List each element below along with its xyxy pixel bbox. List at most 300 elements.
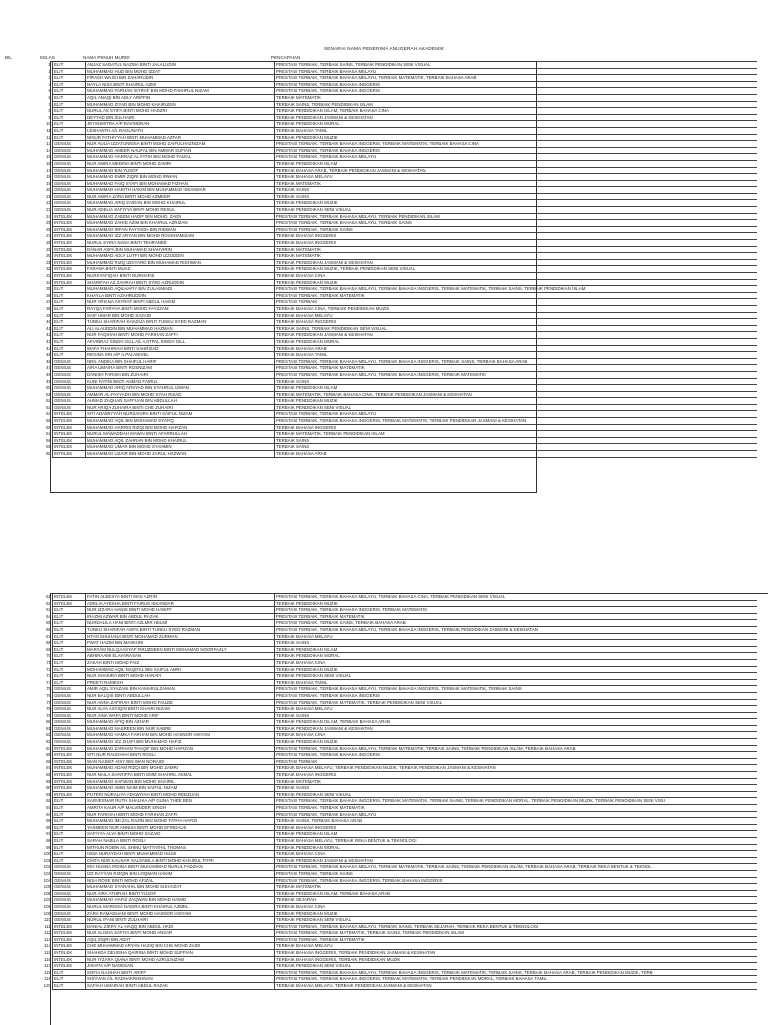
table-row — [38, 404, 757, 411]
row-pencapaian: PRESTASI TERBAIK, TERBAIK BAHASA MELAYU, TERBAIK BAHASA INGGERIS, TERBAIK SAINS, TERBAIK BAHASA ARAB — [275, 358, 758, 365]
row-number: 46 — [46, 358, 51, 364]
table-row — [38, 706, 757, 713]
row-pencapaian: TERBAIK MATEMATIK — [275, 180, 758, 187]
row-pencapaian: PRESTASI TERBAIK, TERBAIK BAHASA MELAYU, TERBAIK SAINS, TERBAIK SEJARAH, TERBAIK REKA BENTUK & TEKNOLOGI — [275, 923, 758, 930]
row-pencapaian: TERBAIK PENDIDIKAN MUZIK — [275, 279, 758, 286]
table-row — [38, 837, 757, 844]
row-kelas: INTELEK — [53, 752, 86, 759]
row-number: 68 — [46, 640, 51, 646]
table-row — [38, 653, 757, 660]
table-row — [38, 167, 757, 174]
row-number: 85 — [46, 752, 51, 758]
row-nama: FARANA BINTI MUAZ — [86, 266, 275, 273]
row-nama: SAFIYYA ALYA BINTI MOHD SAZAID — [86, 831, 275, 838]
row-kelas: ELIT — [53, 969, 86, 976]
row-nama: MUHAMMAD HAFIZ ZAQWAN BIN MOHD HAMID — [86, 897, 275, 904]
row-number: 8 — [48, 108, 51, 114]
row-kelas: INTELEK — [53, 431, 86, 438]
row-nama: WAFA THAHIRAH BINTI SAHRIZAD — [86, 345, 275, 352]
row-number: 86 — [46, 758, 51, 764]
row-nama: KUNI FATINI BINTI AHMAD FAIRUL — [86, 378, 275, 385]
row-pencapaian: PRESTASI TERBAIK, TERBAIK MATEMATIK — [275, 365, 758, 372]
row-number: 47 — [46, 365, 51, 371]
table-row — [38, 180, 757, 187]
row-kelas: ELIT — [53, 127, 86, 134]
row-pencapaian: TERBAIK BAHASA INGGERIS — [275, 424, 758, 431]
row-nama: NUR ALISHA SAFIYA BINTI MOHD ANSAR — [86, 930, 275, 937]
row-kelas: INTELEK — [53, 220, 86, 227]
row-number: 82 — [46, 732, 51, 738]
table-row — [38, 884, 757, 891]
row-pencapaian: PRESTASI TERBAIK, TERBAIK MATEMATIK — [275, 613, 758, 620]
row-pencapaian: PRESTASI TERBAIK, TERBAIK BAHASA MELAYU, TERBAIK MATEMATIK, TERBAIK SAINS, TERBAIK PENDIDIKAN ISLAM, TERBAIK BAHASA ARAB — [275, 745, 758, 752]
table-row — [38, 444, 757, 451]
row-kelas: INTELEK — [53, 444, 86, 451]
row-nama: REGINA SRI A/P A.PALANIVEL — [86, 352, 275, 359]
table-row — [38, 62, 757, 69]
row-number: 13 — [46, 141, 51, 147]
table-row — [38, 659, 757, 666]
row-pencapaian: PRESTASI TERBAIK, TERBAIK BAHASA INGGERIS, TERBAIK MATEMATIK, TERBAIK PENDIDIKAN JASMANI & KESIHATAN — [275, 418, 758, 425]
row-number: 61 — [46, 594, 51, 599]
row-pencapaian: TERBAIK BAHASA INGGERIS — [275, 240, 758, 247]
row-nama: NRIL ANDIKA BIN SHAIFUL HARIF — [86, 358, 275, 365]
table-row — [38, 923, 757, 930]
row-number: 95 — [46, 818, 51, 824]
row-kelas: INTELEK — [53, 437, 86, 444]
row-number: 2 — [48, 68, 51, 74]
row-nama: DEYYAD BIN ZULHAIRI — [86, 114, 275, 121]
row-number: 32 — [46, 266, 51, 272]
row-number: 59 — [46, 444, 51, 450]
row-pencapaian: TERBAIK BAHASA CINA — [275, 273, 758, 280]
row-kelas: INTELEK — [53, 273, 86, 280]
row-pencapaian: TERBAIK BAHASA INGGERIS — [275, 319, 758, 326]
row-kelas: INTELEK — [53, 956, 86, 963]
table-row — [38, 259, 757, 266]
row-nama: NURUL AS SYIFA BINTI MOHD HADZRI — [86, 108, 275, 115]
row-nama: NUR ALYA ASYIQIN BINTI KHAIRI NIZAM — [86, 706, 275, 713]
row-number: 72 — [46, 666, 51, 672]
row-kelas: GENIUS — [53, 732, 86, 739]
row-nama: FWAT HAZIM BIN MASKURI — [86, 640, 275, 647]
row-nama: SAIF UMAR BIN MOHD SAZAID — [86, 312, 275, 319]
row-nama: ZAKAH BINTI MOHD FAIZ — [86, 659, 275, 666]
row-number: 33 — [46, 273, 51, 278]
row-nama: SHIVVAN A/L RADHAKRISHNAN — [86, 976, 275, 983]
row-number: 118 — [44, 969, 51, 975]
row-kelas: INTELEK — [53, 930, 86, 937]
table-row — [38, 798, 757, 805]
row-number: 119 — [44, 976, 51, 982]
table-row — [38, 594, 757, 601]
row-number: 99 — [46, 844, 51, 850]
row-nama: SHAHIDA DEUISHA QAIRINA BINTI MOHD SUFFIAN — [86, 950, 275, 957]
row-nama: MUHAMMAD UMAR BIN MOHD SYAHMIN — [86, 444, 275, 451]
table-row — [38, 613, 757, 620]
row-number: 24 — [46, 213, 51, 219]
table-row — [38, 956, 757, 963]
table-row — [38, 358, 757, 365]
row-pencapaian: TERBAIK MATEMATIK, TERBAIK PENDIDIKAN ISLAM — [275, 431, 758, 438]
row-nama: DANAR ASFA BIN MUHAMAD SHAHVIRIN — [86, 246, 275, 253]
row-number: 94 — [46, 811, 51, 817]
row-number: 113 — [44, 936, 51, 942]
table-row — [38, 286, 757, 293]
row-nama: TUNKU SHARIFAH KHADIJA BINTI TUNKU SYED RAZMAN — [86, 319, 275, 326]
row-kelas: ELIT — [53, 338, 86, 345]
row-number: 52 — [46, 398, 51, 404]
table-row — [38, 897, 757, 904]
row-kelas: INTELEK — [53, 411, 86, 418]
row-pencapaian: PRESTASI TERBAIK, TERBAIK BAHASA INGGERIS, TERBAIK MATEMATIK, TERBAIK BAHASA CINA — [275, 141, 758, 148]
row-nama: FIRASH WAJDI BIN ZAHARUDIN — [86, 75, 275, 82]
table-row — [38, 352, 757, 359]
row-kelas: INTELEK — [53, 266, 86, 273]
row-kelas: ELIT — [53, 633, 86, 640]
table-row — [38, 903, 757, 910]
row-nama: MUHAMMAD ZAHID AZIM BIN KHAIRUL AZRIZAN — [86, 220, 275, 227]
row-nama: AMMAR AL-FAYYADH BIN MOHD SYAH RIZAD — [86, 391, 275, 398]
row-kelas: ELIT — [53, 673, 86, 680]
table-row — [38, 752, 757, 759]
row-kelas: GENIUS — [53, 174, 86, 181]
row-pencapaian: TERBAIK PENDIDIKAN MUZIK — [275, 666, 758, 673]
row-number: 60 — [46, 451, 51, 457]
row-pencapaian: PRESTASI TERBAIK, TERBAIK BAHASA MELAYU — [275, 68, 758, 75]
table-row — [38, 851, 757, 858]
row-kelas: ELIT — [53, 299, 86, 306]
row-pencapaian: TERBAIK BAHASA INGGERIS — [275, 824, 758, 831]
row-kelas: ELIT — [53, 286, 86, 293]
row-nama: NURSYAFIQAH BINTI NURHAFIS — [86, 273, 275, 280]
row-pencapaian: TERBAIK BAHASA INGGERIS, TERBAIK PENDIDIKAN JASMANI & KESIHATAN — [275, 950, 758, 957]
table-row — [38, 864, 757, 871]
row-kelas: INTELEK — [53, 600, 86, 607]
row-kelas: INTELEK — [53, 758, 86, 765]
row-kelas: ELIT — [53, 818, 86, 825]
table-row — [38, 391, 757, 398]
row-pencapaian: TERBAIK BAHASA TAMIL — [275, 352, 758, 359]
row-nama: RAYQA FARYHA BINTI MOHD FAYZZAM — [86, 305, 275, 312]
row-pencapaian: TERBAIK SAINS — [275, 193, 758, 200]
table-row — [38, 240, 757, 247]
row-pencapaian: TERBAIK MATEMATIK — [275, 253, 758, 260]
row-nama: NUR SHAKIRA BINTI MOHD HANAFI — [86, 673, 275, 680]
row-nama: IZZ RAYYAN RIZQIN BIN LOQMAN HAKIM — [86, 870, 275, 877]
table-row — [38, 253, 757, 260]
table-row — [38, 193, 757, 200]
row-kelas: GENIUS — [53, 884, 86, 891]
table-row — [38, 633, 757, 640]
row-nama: MUHAMMAD HAMKA FARHAN BIN MOHD HASNOR HISYAM — [86, 732, 275, 739]
row-number: 9 — [48, 114, 51, 120]
table-row — [38, 877, 757, 884]
row-nama: SAFIAH UMAIRAH BINTI ABDUL RAZAK — [86, 983, 275, 990]
row-kelas: GENIUS — [53, 187, 86, 194]
row-pencapaian: PRESTASI TERBAIK, TERBAIK SAINS, TERBAIK BAHASA ARAB — [275, 620, 758, 627]
table-row — [38, 299, 757, 306]
row-nama: MUHAMMAD AQIL BIN MOHAMAD SYAFIQ — [86, 418, 275, 425]
row-pencapaian: TERBAIK PENDIDIKAN JASMANI & KESIHATAN — [275, 332, 758, 339]
table-row — [38, 305, 757, 312]
row-number: 20 — [46, 187, 51, 193]
table-row — [38, 345, 757, 352]
table-row — [38, 68, 757, 75]
row-pencapaian: PRESTASI TERBAIK, TERBAIK MATEMATIK — [275, 292, 758, 299]
row-nama: MUHAMMAD ADLY LUTFI BIN MOHD IZZUDDIN — [86, 253, 275, 260]
table-row — [38, 94, 757, 101]
row-pencapaian: TERBAIK BAHASA TAMIL — [275, 127, 758, 134]
table-row — [38, 963, 757, 970]
row-pencapaian: PRESTASI TERBAIK, TERBAIK BAHASA MELAYU — [275, 411, 758, 418]
row-number: 41 — [46, 325, 51, 331]
row-number: 77 — [46, 699, 51, 705]
row-nama: NUR ARIANA ASYRAF BINTI ABDUL HAKIM — [86, 299, 275, 306]
row-kelas: INTELEK — [53, 240, 86, 247]
row-nama: MUHAMMAD HUD BIN MOHD IZZAT — [86, 68, 275, 75]
row-number: 112 — [44, 930, 51, 936]
row-number: 25 — [46, 220, 51, 226]
row-kelas: ELIT — [53, 659, 86, 666]
row-nama: ISMA NURAYDAH BINTI MUHAMMAD HILMI — [86, 851, 275, 858]
table-row — [38, 246, 757, 253]
row-pencapaian: TERBAIK SAINS — [275, 444, 758, 451]
award-table-body-2 — [38, 594, 757, 990]
row-nama: FATIN ALEESYA BINTI MAS AZRIN — [86, 594, 275, 601]
row-number: 93 — [46, 805, 51, 810]
row-kelas: ELIT — [53, 983, 86, 990]
row-number: 36 — [46, 292, 51, 298]
row-nama: MUHAMMAD IZZ ZHAFI BIN MUHAMAD HAFIZ — [86, 739, 275, 746]
row-nama: NURUL MAWADDAH MAWAI BINTI AFARRULLAH — [86, 431, 275, 438]
row-nama: AQIL ZIQRI BIN AIDIT — [86, 936, 275, 943]
table-row — [38, 114, 757, 121]
table-row — [38, 910, 757, 917]
table-row — [38, 772, 757, 779]
row-number: 97 — [46, 831, 51, 837]
row-pencapaian: TERBAIK PENDIDIKAN ISLAM — [275, 385, 758, 392]
row-kelas: GENIUS — [53, 398, 86, 405]
row-number: 120 — [43, 983, 51, 989]
row-pencapaian: TERBAIK SEJARAH — [275, 897, 758, 904]
row-pencapaian: PRESTASI TERBAIK, TERBAIK MATEMATIK — [275, 936, 758, 943]
table-row — [38, 692, 757, 699]
row-number: 67 — [46, 633, 51, 639]
row-kelas: ELIT — [53, 666, 86, 673]
row-nama: MUHAMMAD NASREEN BIN NUR SABRE — [86, 725, 275, 732]
row-pencapaian: PRESTASI TERBAIK, TERBAIK BAHASA MELAYU, TERBAIK MATEMATIK, TERBAIK BAHASA ARAB — [275, 75, 758, 82]
table-row — [38, 273, 757, 280]
row-nama: MUHAMMAD IRFAN FAYYADH BIN RIDWAN — [86, 226, 275, 233]
table-row — [38, 88, 757, 95]
row-pencapaian: PRESTASI TERBAIK, TERBAIK BAHASA INGGERIS, TERBAIK MATEMATIK — [275, 607, 758, 614]
row-pencapaian: PRESTASI TERBAIK, TERBAIK MATEMATIK, TERBAIK PENDIDIKAN SENI VISUAL — [275, 699, 758, 706]
row-pencapaian: TERBAIK BAHASA CINA — [275, 903, 758, 910]
row-number: 84 — [46, 745, 51, 751]
row-number: 38 — [46, 305, 51, 311]
row-nama: SARAH NABILA BINTI ROSLI — [86, 837, 275, 844]
table-row — [38, 600, 757, 607]
row-kelas: GENIUS — [53, 154, 86, 161]
row-number: 50 — [46, 385, 51, 391]
row-kelas: ELIT — [53, 312, 86, 319]
row-nama: NUR FARIHAH BINTI MOHD FARIHAN ZAFFI — [86, 811, 275, 818]
row-pencapaian: TERBAIK PENDIDIKAN MUZIK — [275, 910, 758, 917]
table-row — [38, 679, 757, 686]
row-nama: IRAZMI AZWAR BIN ABDUL RAZAK — [86, 613, 275, 620]
row-number: 108 — [43, 903, 51, 909]
row-pencapaian: TERBAIK PENDIDIKAN MUZIK — [275, 398, 758, 405]
table-row — [38, 765, 757, 772]
table-row — [38, 976, 757, 983]
row-kelas: ELIT — [53, 68, 86, 75]
row-number: 101 — [43, 857, 51, 863]
row-pencapaian: TERBAIK PENDIDIKAN MUZIK — [275, 200, 758, 207]
table-row — [38, 699, 757, 706]
row-nama: MUHAMMAD IZZ ARYAN BIN MOHD ROSSHAMIZAM — [86, 233, 275, 240]
row-kelas: GENIUS — [53, 686, 86, 693]
row-pencapaian: TERBAIK PENDIDIKAN MORAL — [275, 121, 758, 128]
table-row — [38, 200, 757, 207]
row-number: 83 — [46, 739, 51, 745]
table-row — [38, 134, 757, 141]
row-nama: AIRA UMAIRA BINTI ROSNIZAM — [86, 365, 275, 372]
row-pencapaian: TERBAIK BAHASA ARAB — [275, 451, 758, 458]
table-row — [38, 147, 757, 154]
row-pencapaian: PRESTASI TERBAIK, TERBAIK BAHASA INGGERIS, TERBAIK MATEMATIK, TERBAIK SAINS, TERBAIK PENDIDIKAN MORAL, TERBAIK PENDIDIKAN MUZIK, TERBAIK PENDIDIKAN SENI VISU — [275, 798, 758, 805]
row-number: 51 — [46, 391, 51, 397]
row-pencapaian: PRESTASI TERBAIK, TERBAIK BAHASA MELAYU, TERBAIK BAHASA CINA, TERBAIK PENDIDIKAN SENI VISUAL — [275, 594, 758, 601]
row-pencapaian: TERBAIK BAHASA INGGERIS — [275, 772, 758, 779]
table-row — [38, 791, 757, 798]
table-row — [38, 943, 757, 950]
row-pencapaian: TERBAIK BAHASA MELAYU — [275, 943, 758, 950]
row-pencapaian: TERBAIK SAINS — [275, 640, 758, 647]
row-pencapaian: TERBAIK PENDIDIKAN ISLAM — [275, 646, 758, 653]
table-row — [38, 226, 757, 233]
row-nama: MUHAMMAD FAIQ SYAFI BIN MOHAMAD FIZHAN — [86, 180, 275, 187]
row-number: 40 — [46, 319, 51, 325]
table-row — [38, 385, 757, 392]
row-kelas: GENIUS — [53, 864, 86, 871]
row-nama: NURDALILA HANI BINTI AZLMIR HELMI — [86, 620, 275, 627]
table-row — [38, 626, 757, 633]
row-kelas: INTELEK — [53, 213, 86, 220]
row-pencapaian: TERBAIK PENDIDIKAN MORAL — [275, 338, 758, 345]
row-kelas: GENIUS — [53, 385, 86, 392]
table-row — [38, 451, 757, 458]
row-number: 117 — [44, 963, 51, 969]
row-number: 105 — [43, 884, 51, 890]
row-kelas: ELIT — [53, 352, 86, 359]
table-row — [38, 312, 757, 319]
row-kelas: INTELEK — [53, 765, 86, 772]
row-kelas: ELIT — [53, 134, 86, 141]
row-nama: NUR IYZARA QIANA BINTI MOHD AZRULNIZAM — [86, 956, 275, 963]
row-kelas: ELIT — [53, 837, 86, 844]
row-number: 53 — [46, 404, 51, 410]
row-number: 66 — [46, 626, 51, 632]
table-row — [38, 712, 757, 719]
row-pencapaian: TERBAIK PENDIDIKAN JASMANI & KESIHATAN — [275, 725, 758, 732]
row-kelas: GENIUS — [53, 371, 86, 378]
row-number: 55 — [46, 418, 51, 424]
row-kelas: INTELEK — [53, 950, 86, 957]
row-number: 6 — [48, 94, 51, 100]
row-kelas: GENIUS — [53, 365, 86, 372]
table-row — [38, 332, 757, 339]
row-pencapaian: TERBAIK PENDIDIKAN MUZIK — [275, 739, 758, 746]
table-row — [38, 831, 757, 838]
row-pencapaian: TERBAIK PENDIDIKAN SENI VISUAL — [275, 791, 758, 798]
table-row — [38, 338, 757, 345]
row-nama: ANJAZ SADATUL NAZWA BINTI JALALUDIN — [86, 62, 275, 69]
table-row — [38, 141, 757, 148]
row-nama: NUR AINA WAFA BINTI MOHD ARIF — [86, 712, 275, 719]
table-row — [38, 75, 757, 82]
row-kelas: GENIUS — [53, 712, 86, 719]
row-number: 71 — [46, 659, 51, 665]
row-number: 29 — [46, 246, 51, 252]
table-row — [38, 213, 757, 220]
row-number: 110 — [44, 917, 51, 923]
table-row — [38, 646, 757, 653]
row-kelas: INTELEK — [53, 923, 86, 930]
row-number: 75 — [46, 686, 51, 692]
row-kelas: ELIT — [53, 613, 86, 620]
row-kelas: INTELEK — [53, 778, 86, 785]
row-nama: CHE MUHAMMAD ARYAN HAZIQ BIN CHE MOHD ZAIDI — [86, 943, 275, 950]
row-number: 65 — [46, 620, 51, 626]
row-kelas: ELIT — [53, 88, 86, 95]
row-number: 114 — [44, 943, 51, 949]
row-pencapaian: TERBAIK PENDIDIKAN SENI VISUAL — [275, 963, 758, 970]
header-kelas: KELAS — [40, 55, 55, 60]
row-pencapaian: TERBAIK PENDIDIKAN ISLAM — [275, 160, 758, 167]
row-kelas: GENIUS — [53, 147, 86, 154]
table-row — [38, 418, 757, 425]
table-row — [38, 870, 757, 877]
row-pencapaian: PRESTASI TERBAIK, TERBAIK BAHASA INGGERIS — [275, 752, 758, 759]
row-kelas: ELIT — [53, 844, 86, 851]
row-pencapaian: TERBAIK BAHASA MELAYU — [275, 633, 758, 640]
table-row — [38, 319, 757, 326]
row-pencapaian: TERBAIK MATEMATIK, TERBAIK BAHASA CINA, TERBAIK PENDIDIKAN JASMANI & KESIHATAN — [275, 391, 758, 398]
row-number: 88 — [46, 772, 51, 778]
row-nama: AHMAD ZAQUAN SAFFUAN BIN ABDULLAH — [86, 398, 275, 405]
row-nama: JEYSHMITRA A/P RAVINDRAN — [86, 121, 275, 128]
row-pencapaian: TERBAIK PENDIDIKAN ISLAM — [275, 831, 758, 838]
row-kelas: GENIUS — [53, 160, 86, 167]
row-number: 106 — [43, 890, 51, 896]
row-kelas: INTELEK — [53, 451, 86, 458]
row-number: 57 — [46, 431, 51, 437]
row-pencapaian: TERBAIK SAINS — [275, 378, 758, 385]
table-row — [38, 279, 757, 286]
table-row — [38, 686, 757, 693]
row-pencapaian: PRESTASI TERBAIK, TERBAIK BAHASA INGGERIS — [275, 81, 758, 88]
row-nama: MUHAMMAD ZAEEM HADIF BIN MOHD. ZAIDI — [86, 213, 275, 220]
table-row — [38, 725, 757, 732]
table-row — [38, 930, 757, 937]
row-number: 14 — [46, 147, 51, 153]
table-row — [38, 127, 757, 134]
row-number: 107 — [43, 897, 51, 903]
row-number: 31 — [46, 259, 51, 265]
row-number: 87 — [46, 765, 51, 771]
row-nama: TUNKU SHARIFAH ASIFA BINTI TUNKU SYED RAZMAN — [86, 626, 275, 633]
